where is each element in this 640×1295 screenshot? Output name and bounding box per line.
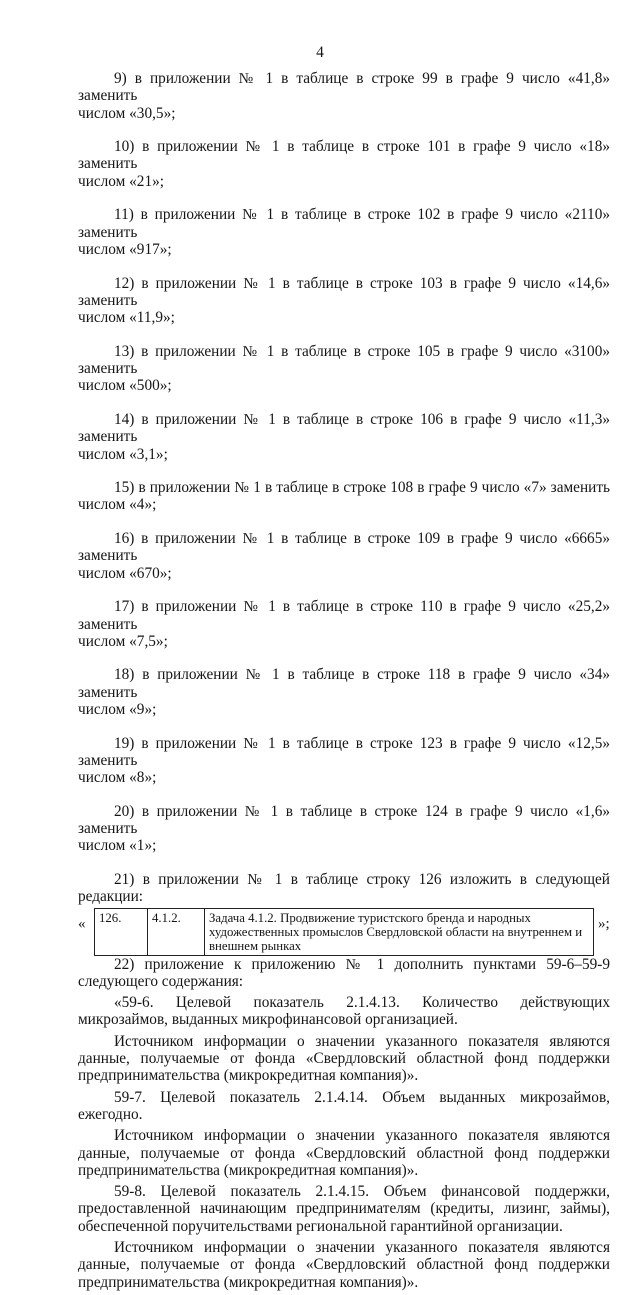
list-item-first-line: 19) в приложении № 1 в таблице в строке 123 в графе 9 число «12,5» заменить: [78, 734, 610, 769]
closing-quote: »;: [598, 915, 610, 932]
list-item-first-line: 16) в приложении № 1 в таблице в строке 109 в графе 9 число «6665» заменить: [78, 530, 610, 565]
list-item-continuation: следующего содержания:: [78, 972, 244, 990]
list-item-13: [78, 343, 610, 395]
list-item-first-line: 17) в приложении № 1 в таблице в строке 110 в графе 9 число «25,2» заменить: [78, 598, 610, 633]
page-number: 4: [316, 44, 324, 61]
list-item-first-line: 15) в приложении № 1 в таблице в строке 108 в графе 9 число «7» заменить: [114, 479, 610, 497]
list-item-first-line: 22) приложение к приложению № 1 дополнить пунктами 59-6–59-9: [114, 955, 610, 973]
list-item-first-line: 20) в приложении № 1 в таблице в строке 124 в графе 9 число «1,6» заменить: [78, 802, 610, 838]
paragraph-text: Источником информации о значении указанного показателя являются данные, получаемые от фонда «Свердловский областной фонд поддержки предпринимательства (микрокредитная компания)».: [78, 1239, 610, 1291]
list-item-first-line: 9) в приложении № 1 в таблице в строке 99 в графе 9 число «41,8» заменить: [78, 70, 610, 105]
paragraph-source-59-6: [78, 1033, 610, 1085]
list-item-continuation: числом «21»;: [78, 172, 165, 190]
list-item-continuation: числом «7,5»;: [78, 632, 168, 650]
list-item-continuation: числом «9»;: [78, 700, 157, 718]
document-body: [78, 70, 610, 1295]
list-item-22: [78, 956, 610, 991]
paragraph-text: Источником информации о значении указанного показателя являются данные, получаемые от фонда «Свердловский областной фонд поддержки предпринимательства (микрокредитная компания)».: [78, 1127, 610, 1179]
list-item-continuation: числом «500»;: [78, 377, 172, 395]
paragraph-text: Источником информации о значении указанного показателя являются данные, получаемые от фонда «Свердловский областной фонд поддержки предпринимательства (микрокредитная компания)».: [78, 1032, 610, 1085]
list-item-continuation: числом «4»;: [78, 496, 157, 514]
row-number-cell: 126.: [95, 908, 148, 955]
row-code-cell: 4.1.2.: [148, 908, 205, 955]
table-row: [95, 908, 594, 955]
list-item-first-line: 18) в приложении № 1 в таблице в строке 118 в графе 9 число «34» заменить: [78, 666, 610, 701]
list-item-continuation: числом «917»;: [78, 240, 172, 258]
list-item-first-line: 13) в приложении № 1 в таблице в строке 105 в графе 9 число «3100» заменить: [78, 342, 610, 378]
list-item-17: [78, 598, 610, 650]
list-item-continuation: числом «8»;: [78, 769, 157, 787]
list-item-18: [78, 666, 610, 718]
replacement-table-row: [94, 908, 594, 956]
list-item-9: [78, 70, 610, 122]
list-item-10: [78, 138, 610, 190]
paragraph-text: 59-8. Целевой показатель 2.1.4.15. Объем финансовой поддержки, предоставленной начинающим предпринимателям (кредиты, лизинг, займы), обеспеченной поручительствами региональной гарантийной организации.: [78, 1183, 610, 1235]
paragraph-source-59-7: [78, 1127, 610, 1179]
list-item-first-line: 12) в приложении № 1 в таблице в строке 103 в графе 9 число «14,6» заменить: [78, 274, 610, 309]
list-item-21: [78, 871, 610, 906]
list-item-first-line: 21) в приложении № 1 в таблице строку 126 изложить в следующей редакции:: [78, 870, 610, 906]
list-item-11: [78, 206, 610, 258]
opening-quote: «: [78, 915, 86, 932]
list-item-continuation: числом «670»;: [78, 564, 172, 582]
paragraph-59-6: [78, 994, 610, 1029]
list-item-12: [78, 275, 610, 327]
replacement-row-block: [78, 908, 610, 952]
list-item-16: [78, 530, 610, 582]
row-text-cell: Задача 4.1.2. Продвижение туристского бренда и народных художественных промыслов Свердловской области на внутреннем и внешнем рынках: [205, 908, 594, 955]
paragraph-59-7: [78, 1089, 610, 1124]
list-item-19: [78, 735, 610, 787]
list-item-continuation: числом «1»;: [78, 837, 157, 855]
paragraph-text: 59-7. Целевой показатель 2.1.4.14. Объем выданных микрозаймов, ежегодно.: [78, 1088, 610, 1123]
list-item-20: [78, 803, 610, 855]
list-item-14: [78, 411, 610, 463]
paragraph-59-8: [78, 1183, 610, 1235]
list-item-continuation: числом «30,5»;: [78, 104, 176, 122]
paragraph-text: «59-6. Целевой показатель 2.1.4.13. Количество действующих микрозаймов, выданных микрофинансовой организацией.: [78, 994, 610, 1029]
list-item-first-line: 14) в приложении № 1 в таблице в строке 106 в графе 9 число «11,3» заменить: [78, 410, 610, 446]
list-item-15: [78, 479, 610, 514]
list-item-first-line: 10) в приложении № 1 в таблице в строке 101 в графе 9 число «18» заменить: [78, 138, 610, 173]
paragraph-source-59-8: [78, 1239, 610, 1291]
list-item-continuation: числом «11,9»;: [78, 309, 175, 327]
list-item-first-line: 11) в приложении № 1 в таблице в строке 102 в графе 9 число «2110» заменить: [78, 206, 610, 241]
list-item-continuation: числом «3,1»;: [78, 445, 168, 463]
